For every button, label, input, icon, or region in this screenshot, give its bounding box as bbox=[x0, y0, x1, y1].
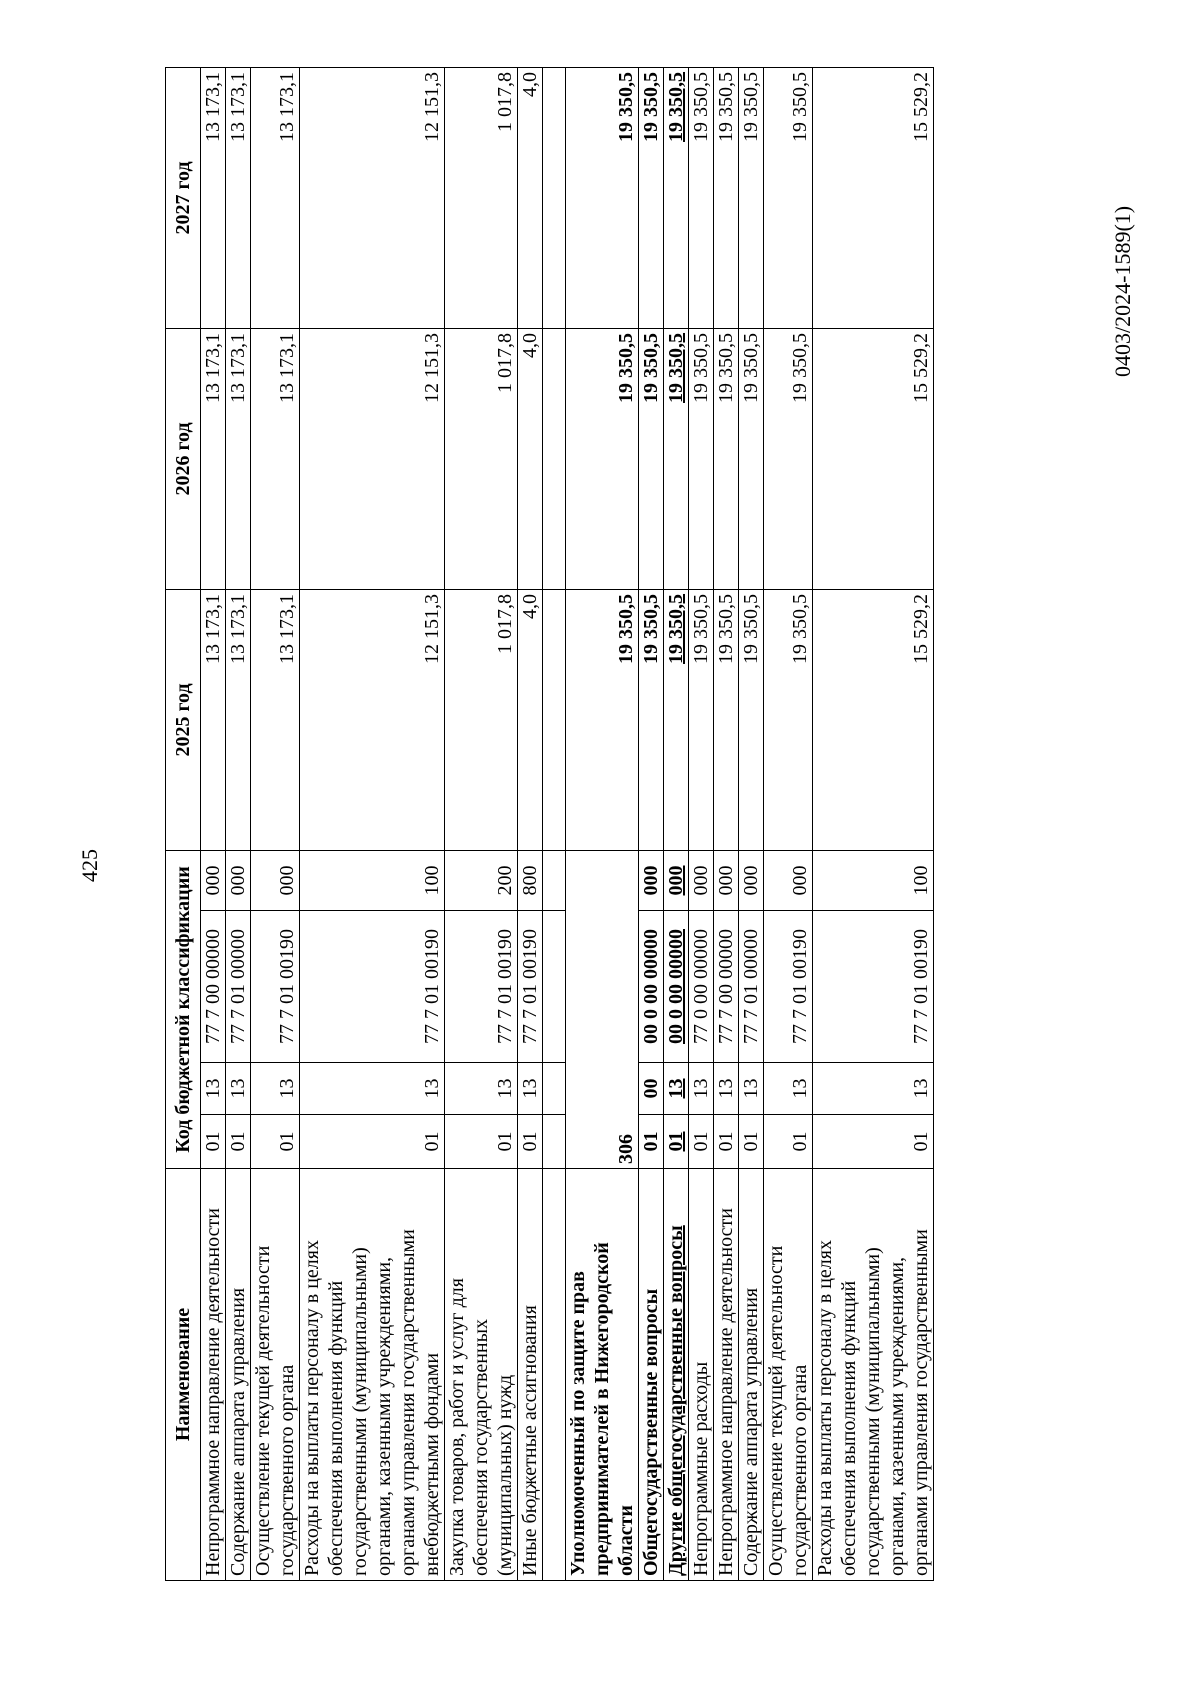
header-name: Наименование bbox=[166, 1169, 201, 1581]
group-name: Уполномоченный по защите прав предпринимателей в Нижегородской области bbox=[566, 1169, 639, 1581]
row-code-target: 77 7 01 00190 bbox=[813, 911, 934, 1063]
row-value-2027: 1 017,8 bbox=[445, 67, 518, 328]
page-number: 425 bbox=[77, 849, 102, 882]
table-row bbox=[251, 67, 300, 1580]
row-name: Осуществление текущей деятельности государственного органа bbox=[764, 1169, 813, 1581]
table-body-spacer bbox=[543, 67, 566, 1580]
row-code-subsection: 13 bbox=[764, 1063, 813, 1115]
row-name: Расходы на выплаты персоналу в целях обеспечения выполнения функций государственными (муниципальными) органами, казенными учреждениями, органами управления государственными внебюджетными фондами bbox=[300, 1169, 445, 1581]
row-code-expense-type: 800 bbox=[518, 850, 543, 910]
row-code-target: 77 7 01 00190 bbox=[300, 911, 445, 1063]
row-code-expense-type: 200 bbox=[445, 850, 518, 910]
row-code-section: 01 bbox=[226, 1115, 251, 1169]
row-value-2025: 19 350,5 bbox=[764, 589, 813, 850]
group-code: 306 bbox=[566, 850, 639, 1168]
row-code-expense-type: 100 bbox=[300, 850, 445, 910]
group-row bbox=[566, 67, 639, 1580]
row-code-subsection: 13 bbox=[689, 1063, 714, 1115]
spacer-row bbox=[543, 67, 566, 1580]
row-value-2026: 1 017,8 bbox=[445, 328, 518, 589]
row-code-target: 77 7 00 00000 bbox=[201, 911, 226, 1063]
row-code-expense-type: 000 bbox=[714, 850, 739, 910]
budget-table bbox=[165, 67, 934, 1581]
table-row bbox=[201, 67, 226, 1580]
row-value-2026: 19 350,5 bbox=[664, 328, 689, 589]
row-code-expense-type: 000 bbox=[764, 850, 813, 910]
row-code-subsection: 13 bbox=[226, 1063, 251, 1115]
row-code-subsection: 13 bbox=[739, 1063, 764, 1115]
row-code-subsection: 13 bbox=[201, 1063, 226, 1115]
row-value-2027: 19 350,5 bbox=[764, 67, 813, 328]
row-name: Содержание аппарата управления bbox=[739, 1169, 764, 1581]
row-code-target: 77 7 00 00000 bbox=[714, 911, 739, 1063]
row-value-2027: 19 350,5 bbox=[689, 67, 714, 328]
table-row bbox=[739, 67, 764, 1580]
row-code-expense-type: 100 bbox=[813, 850, 934, 910]
row-code-section: 01 bbox=[739, 1115, 764, 1169]
table-row bbox=[764, 67, 813, 1580]
row-value-2027: 15 529,2 bbox=[813, 67, 934, 328]
row-value-2025: 19 350,5 bbox=[714, 589, 739, 850]
row-code-target: 77 7 01 00190 bbox=[251, 911, 300, 1063]
row-code-expense-type: 000 bbox=[226, 850, 251, 910]
row-value-2026: 15 529,2 bbox=[813, 328, 934, 589]
row-code-expense-type: 000 bbox=[664, 850, 689, 910]
row-code-expense-type: 000 bbox=[739, 850, 764, 910]
row-code-subsection: 00 bbox=[639, 1063, 664, 1115]
row-value-2025: 1 017,8 bbox=[445, 589, 518, 850]
row-value-2026: 13 173,1 bbox=[201, 328, 226, 589]
row-name: Закупка товаров, работ и услуг для обеспечения государственных (муниципальных) нужд bbox=[445, 1169, 518, 1581]
table-row bbox=[226, 67, 251, 1580]
row-code-target: 77 7 01 00190 bbox=[518, 911, 543, 1063]
table-body-lower bbox=[639, 67, 934, 1580]
row-code-subsection: 13 bbox=[664, 1063, 689, 1115]
row-value-2025: 13 173,1 bbox=[201, 589, 226, 850]
table-row bbox=[714, 67, 739, 1580]
row-code-expense-type: 000 bbox=[689, 850, 714, 910]
row-code-target: 77 7 01 00190 bbox=[445, 911, 518, 1063]
table-row bbox=[445, 67, 518, 1580]
document-code: 0403/2024-1589(1) bbox=[1110, 205, 1135, 377]
row-code-section: 01 bbox=[764, 1115, 813, 1169]
row-code-section: 01 bbox=[813, 1115, 934, 1169]
table-body-upper bbox=[201, 67, 543, 1580]
row-value-2026: 19 350,5 bbox=[639, 328, 664, 589]
header-2025: 2025 год bbox=[166, 589, 201, 850]
row-value-2026: 13 173,1 bbox=[251, 328, 300, 589]
row-code-section: 01 bbox=[251, 1115, 300, 1169]
row-name: Иные бюджетные ассигнования bbox=[518, 1169, 543, 1581]
row-value-2027: 19 350,5 bbox=[664, 67, 689, 328]
row-code-subsection: 13 bbox=[300, 1063, 445, 1115]
row-value-2026: 12 151,3 bbox=[300, 328, 445, 589]
table-row bbox=[639, 67, 664, 1580]
row-code-target: 77 7 01 00190 bbox=[764, 911, 813, 1063]
row-name: Непрограммное направление деятельности bbox=[714, 1169, 739, 1581]
row-code-expense-type: 000 bbox=[201, 850, 226, 910]
row-code-target: 77 0 00 00000 bbox=[689, 911, 714, 1063]
row-code-expense-type: 000 bbox=[251, 850, 300, 910]
table-row bbox=[300, 67, 445, 1580]
row-value-2026: 19 350,5 bbox=[739, 328, 764, 589]
header-2027: 2027 год bbox=[166, 67, 201, 328]
row-value-2025: 13 173,1 bbox=[251, 589, 300, 850]
header-2026: 2026 год bbox=[166, 328, 201, 589]
group-value-2025: 19 350,5 bbox=[566, 589, 639, 850]
row-code-subsection: 13 bbox=[714, 1063, 739, 1115]
row-name: Осуществление текущей деятельности государственного органа bbox=[251, 1169, 300, 1581]
row-value-2025: 19 350,5 bbox=[689, 589, 714, 850]
row-code-expense-type: 000 bbox=[639, 850, 664, 910]
row-name: Непрограммное направление деятельности bbox=[201, 1169, 226, 1581]
row-value-2026: 13 173,1 bbox=[226, 328, 251, 589]
table-row bbox=[689, 67, 714, 1580]
row-code-section: 01 bbox=[445, 1115, 518, 1169]
row-value-2027: 19 350,5 bbox=[714, 67, 739, 328]
table-body-group bbox=[566, 67, 639, 1580]
row-name: Непрограммные расходы bbox=[689, 1169, 714, 1581]
table-header bbox=[166, 67, 201, 1580]
row-value-2027: 12 151,3 bbox=[300, 67, 445, 328]
row-code-target: 00 0 00 00000 bbox=[639, 911, 664, 1063]
row-value-2027: 13 173,1 bbox=[201, 67, 226, 328]
row-value-2027: 4,0 bbox=[518, 67, 543, 328]
row-code-section: 01 bbox=[714, 1115, 739, 1169]
row-code-target: 77 7 01 00000 bbox=[226, 911, 251, 1063]
row-value-2027: 13 173,1 bbox=[251, 67, 300, 328]
row-name: Общегосударственные вопросы bbox=[639, 1169, 664, 1581]
row-value-2025: 12 151,3 bbox=[300, 589, 445, 850]
row-name: Расходы на выплаты персоналу в целях обеспечения выполнения функций государственными (муниципальными) органами, казенными учреждениями, органами управления государственными bbox=[813, 1169, 934, 1581]
group-value-2026: 19 350,5 bbox=[566, 328, 639, 589]
row-code-section: 01 bbox=[201, 1115, 226, 1169]
row-code-subsection: 13 bbox=[518, 1063, 543, 1115]
table-row bbox=[664, 67, 689, 1580]
row-value-2026: 4,0 bbox=[518, 328, 543, 589]
row-value-2025: 19 350,5 bbox=[739, 589, 764, 850]
row-name: Другие общегосударственные вопросы bbox=[664, 1169, 689, 1581]
table-row bbox=[813, 67, 934, 1580]
row-code-target: 77 7 01 00000 bbox=[739, 911, 764, 1063]
row-value-2026: 19 350,5 bbox=[689, 328, 714, 589]
row-value-2026: 19 350,5 bbox=[764, 328, 813, 589]
group-value-2027: 19 350,5 bbox=[566, 67, 639, 328]
row-value-2027: 13 173,1 bbox=[226, 67, 251, 328]
row-code-subsection: 13 bbox=[813, 1063, 934, 1115]
row-value-2025: 13 173,1 bbox=[226, 589, 251, 850]
row-code-target: 00 0 00 00000 bbox=[664, 911, 689, 1063]
row-name: Содержание аппарата управления bbox=[226, 1169, 251, 1581]
row-value-2026: 19 350,5 bbox=[714, 328, 739, 589]
row-value-2025: 15 529,2 bbox=[813, 589, 934, 850]
header-code: Код бюджетной классификации bbox=[166, 850, 201, 1168]
row-code-section: 01 bbox=[689, 1115, 714, 1169]
row-code-subsection: 13 bbox=[251, 1063, 300, 1115]
row-value-2025: 19 350,5 bbox=[664, 589, 689, 850]
row-value-2027: 19 350,5 bbox=[739, 67, 764, 328]
table-row bbox=[518, 67, 543, 1580]
row-code-section: 01 bbox=[518, 1115, 543, 1169]
row-code-section: 01 bbox=[664, 1115, 689, 1169]
row-code-section: 01 bbox=[639, 1115, 664, 1169]
row-value-2027: 19 350,5 bbox=[639, 67, 664, 328]
row-code-subsection: 13 bbox=[445, 1063, 518, 1115]
row-value-2025: 4,0 bbox=[518, 589, 543, 850]
row-value-2025: 19 350,5 bbox=[639, 589, 664, 850]
row-code-section: 01 bbox=[300, 1115, 445, 1169]
